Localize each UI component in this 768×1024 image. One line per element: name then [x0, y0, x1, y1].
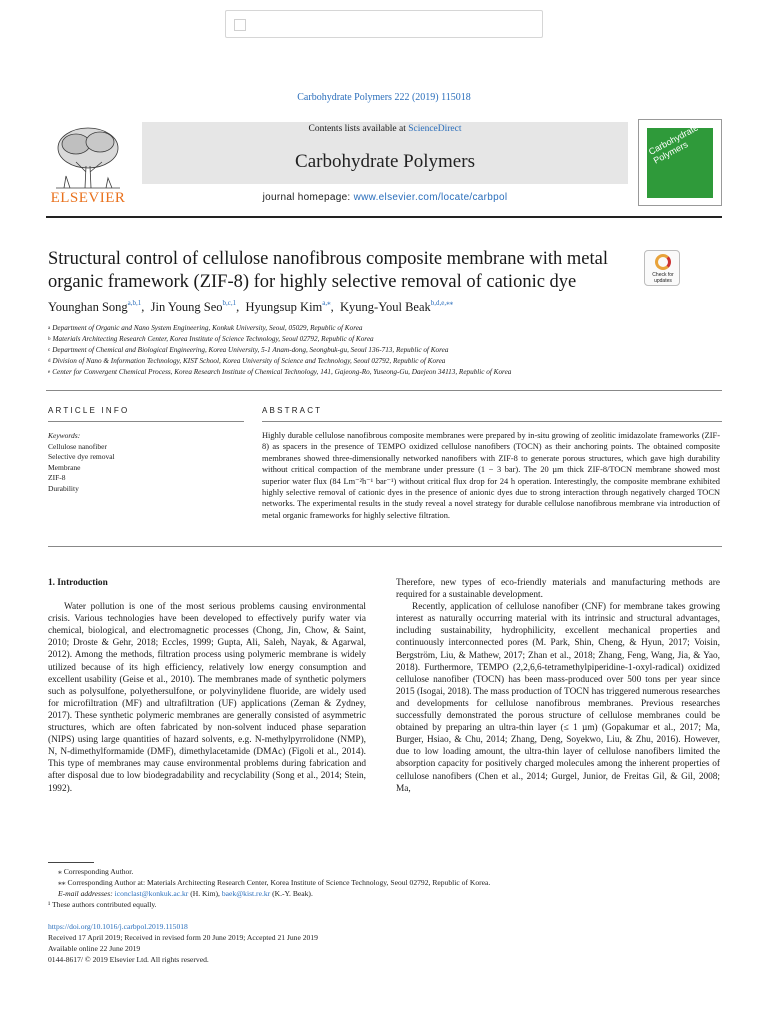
author-name[interactable]: Hyungsup Kim — [245, 300, 323, 314]
keyword-item: Membrane — [48, 462, 81, 472]
affiliation-item — [48, 345, 708, 356]
author-name[interactable]: Kyung-Youl Beak — [340, 300, 431, 314]
cover-title: Carbohydrate Polymers — [647, 122, 700, 166]
footnote-emails — [48, 888, 698, 899]
article-info-heading: ARTICLE INFO — [48, 406, 130, 415]
keyword-item: Cellulose nanofiber — [48, 441, 107, 451]
affiliation-text: Department of Organic and Nano System Engineering, Konkuk University, Seoul, 05029, Republic of Korea — [52, 324, 363, 332]
top-blank-box — [225, 10, 543, 38]
section-divider — [46, 390, 722, 391]
affiliation-mark: a — [48, 326, 51, 331]
email-link[interactable]: baek@kist.re.kr — [221, 889, 271, 898]
keywords-block — [48, 431, 244, 495]
author-affiliation-marks[interactable]: a,⁎ — [322, 299, 331, 307]
affiliation-mark: e — [48, 370, 51, 375]
affiliation-item — [48, 323, 708, 334]
email-owner: (K.-Y. Beak). — [270, 889, 313, 898]
copyright-line: 0144-8617/ © 2019 Elsevier Ltd. All rights reserved. — [48, 955, 209, 964]
homepage-link[interactable]: www.elsevier.com/locate/carbpol — [353, 192, 508, 203]
body-paragraph: Therefore, new types of eco-friendly materials and manufacturing methods are required for a sustainable development. — [396, 578, 720, 601]
abstract-heading: ABSTRACT — [262, 406, 323, 415]
contents-prefix: Contents lists available at — [308, 124, 409, 134]
affiliation-item — [48, 367, 708, 378]
author-name[interactable]: Younghan Song — [48, 300, 128, 314]
affiliations-list — [48, 323, 708, 378]
keywords-label: Keywords: — [48, 431, 81, 440]
check-updates-label: Check for updates — [652, 272, 674, 284]
publication-info — [48, 921, 698, 965]
affiliation-item — [48, 356, 708, 367]
keyword-item: Durability — [48, 483, 79, 493]
keyword-item: Selective dye removal — [48, 452, 115, 462]
journal-homepage-line — [142, 192, 628, 203]
footnote-corresponding-1: ⁎ Corresponding Author. — [58, 867, 134, 876]
footnote-equal-contribution: ¹ These authors contributed equally. — [48, 900, 157, 909]
header-divider — [46, 216, 722, 218]
doi-link[interactable]: https://doi.org/10.1016/j.carbpol.2019.115018 — [48, 922, 188, 931]
affiliation-text: Materials Architecting Research Center, Korea Institute of Science Technology, Seoul 02792, Republic of Korea — [52, 335, 374, 343]
available-online-date: Available online 22 June 2019 — [48, 944, 141, 953]
footnote-corresponding-2: ⁎⁎ Corresponding Author at: Materials Architecting Research Center, Korea Institute of Science Technology, Seoul 02792, Republic of Korea. — [58, 878, 491, 887]
journal-title: Carbohydrate Polymers — [295, 151, 475, 172]
check-updates-icon — [655, 254, 671, 270]
author-name[interactable]: Jin Young Seo — [150, 300, 223, 314]
email-link[interactable]: iconclast@konkuk.ac.kr — [114, 889, 189, 898]
author-affiliation-marks[interactable]: a,b,1 — [127, 299, 142, 307]
footnotes — [48, 866, 698, 910]
author-list: Younghan Song$^{a,b,1}$, Jin Young Seo$^{b,c,1}$, Hyungsup Kim$^{a,⁎}$, Kyung-Youl Beak$^{b,d,e,⁎⁎}$ — [48, 299, 454, 314]
body-column-left — [48, 577, 366, 795]
affiliation-mark: c — [48, 348, 51, 353]
journal-cover-thumbnail[interactable] — [638, 119, 722, 206]
body-column-right — [396, 577, 720, 795]
homepage-prefix: journal homepage: — [262, 192, 354, 203]
checkbox-icon — [234, 19, 246, 31]
author-affiliation-marks[interactable]: b,d,e,⁎⁎ — [430, 299, 454, 307]
email-owner: (H. Kim), — [188, 889, 222, 898]
introduction-heading: 1. Introduction — [48, 578, 108, 588]
footnote-rule — [48, 862, 94, 863]
sciencedirect-link[interactable]: ScienceDirect — [408, 124, 462, 134]
article-info-rule — [48, 421, 244, 422]
affiliation-item — [48, 334, 708, 345]
author-affiliation-marks[interactable]: b,c,1 — [222, 299, 237, 307]
email-label: E-mail addresses: — [58, 889, 115, 898]
body-paragraph: Recently, application of cellulose nanofiber (CNF) for membrane takes growing interest as naturally occurring material with its intrinsic and structural advantages, including sustainability, hydrophilicity, excellent mechanical properties and continuously interconnected pores (M. Park, Shin, Cheng, & Hyun, 2017; Voisin, Bergström, Liu, & Mathew, 2017; Zhan et al., 2018; Zhang, Feng, Wang, Jia, & Yao, 2018). Furthermore, TEMPO (2,2,6,6-tetramethylpiperidine-1-oxyl-radical) oxidized cellulose nanofiber (TOCN) has been mass-produced over 500 tons per year since 2015 (Isogai, 2018). The mass production of TOCN has triggered numerous researches and developments for cellulose nanofibrous membranes. Previous researches successfully demonstrated the porous structure of cellulose membranes could be obtained by preparing an ultra-thin layer (≤ 1 µm) (Gopakumar et al., 2017; Ma, Burger, Hsiao, & Chu, 2014; Zhang, Deng, Soyekwo, Liu, & Zhu, 2016). However, due to low loading amount, the ultra-thin layer of cellulose nanofibers limited the absorption capacity for positively charged molecules among the inherent properties of cellulose nanofibers (Chen et al., 2014; Gurgel, Junior, de Freitas Gil, & Gil, 2008; Ma, — [396, 602, 720, 794]
affiliation-text: Division of Nano & Information Technology, KIST School, Korea University of Science and Technology, Seoul 02792, Republic of Korea — [52, 357, 446, 365]
affiliation-text: Center for Convergent Chemical Process, Korea Research Institute of Chemical Technology, 141, Gajeong-Ro, Yuseong-Gu, Daejeon 34113, Republic of Korea — [52, 368, 512, 376]
publisher-wordmark: ELSEVIER — [50, 190, 126, 206]
affiliation-mark: b — [48, 337, 51, 342]
affiliation-mark: d — [48, 359, 51, 364]
keyword-item: ZIF-8 — [48, 473, 66, 483]
body-paragraph: Water pollution is one of the most serious problems causing environmental crisis. Various technologies have been developed to effectively purify water via chemical, biological, and electromagnetic processes (Chong, Jin, Chow, & Saint, 2010; Droste & Gehr, 2018; Eccles, 1999; Gupta, Ali, Saleh, Nayak, & Agarwal, 2012). Among the methods, filtration process using polymeric membrane is widely utilized because of its high efficiency, relatively low energy consumption and excellent usability (Geise et al., 2010). The membranes made of synthetic polymers such as polysulfone, polyethersulfone, or polyvinylidene fluoride, are widely used for microfiltration (MF) and ultrafiltration (UF) applications (Zeman & Zydney, 2017). These synthetic polymeric membranes are generally consisted of asymmetric structures, which are often fabricated by non-solvent induced phase separation (NIPS) using large quantities of hazard solvents, e.g. N-methylpyrrolidone (NMP), N, N-dimethylformamide (DMF), dimethylacetamide (DMAc) (Figoli et al., 2014). This type of membranes may cause environmental problems during fabrication and after disposal due to low biodegradability and recyclability (Song et al., 2014; Stein, 1992). — [48, 602, 366, 794]
abstract-text: Highly durable cellulose nanofibrous composite membranes were prepared by in-situ growing of zeolitic imidazolate frameworks (ZIF-8) as spacers in the presence of TEMPO oxidized cellulose nanofibers (TOCN) as their anchoring points. The obtained composite membranes showed three-dimensionally networked nanofibers with ZIF-8 to generate porous structures, which gave high durability without critical compaction of the membrane under pressure (1 − 3 bar). The 20 µm thick ZIF-8/TOCN membrane showed most superior water flux (84 Lm⁻²h⁻¹ bar⁻¹) without critical flux drop for 24 h operation. Interestingly, the composite membrane exhibited highly selective removal of cationic dyes in the presence of anionic dyes due to strong interaction through negatively charged TOCN networks. The experimental results in the study reveal a novel strategy for durable cellulose nanofibrous membrane via introduction of metal organic frameworks for highly selective filtration. — [262, 431, 720, 520]
paper-title: Structural control of cellulose nanofibrous composite membrane with metal organic framework (ZIF-8) for highly selective removal of cationic dye — [48, 249, 608, 292]
abstract-end-rule — [48, 546, 722, 547]
affiliation-text: Department of Chemical and Biological Engineering, Korea University, 5-1 Anam-dong, Seongbuk-gu, Seoul 136-713, Republic of Korea — [52, 346, 449, 354]
check-for-updates-button[interactable] — [644, 250, 680, 286]
received-dates: Received 17 April 2019; Received in revised form 20 June 2019; Accepted 21 June 2019 — [48, 933, 318, 942]
journal-reference-link[interactable]: Carbohydrate Polymers 222 (2019) 115018 — [297, 92, 471, 103]
abstract-rule — [262, 421, 722, 422]
contents-line — [142, 124, 628, 134]
